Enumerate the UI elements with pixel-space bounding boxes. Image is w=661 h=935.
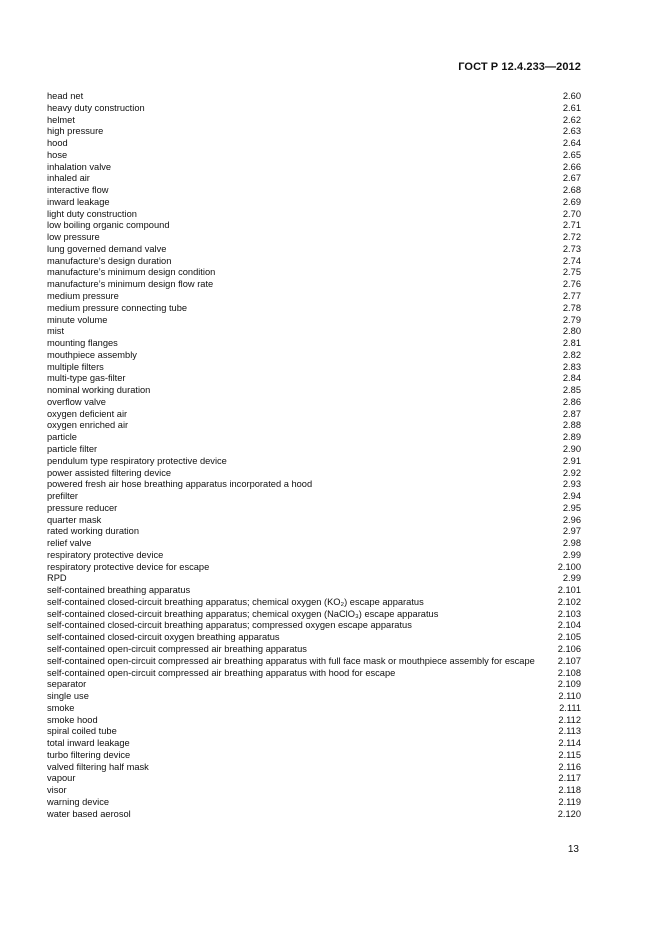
index-term: self-contained open-circuit compressed air breathing apparatus <box>47 643 307 654</box>
index-entry <box>47 432 581 444</box>
index-entry <box>47 350 581 362</box>
index-entry <box>47 526 581 538</box>
index-term: oxygen enriched air <box>47 420 129 431</box>
index-clause-number: 2.73 <box>562 243 581 254</box>
index-entry <box>47 738 581 750</box>
index-term: manufacture’s design duration <box>47 255 172 266</box>
index-term: self-contained open-circuit compressed air breathing apparatus with full face mask or mouthpiece assembly for escape <box>47 655 535 666</box>
index-entry <box>47 468 581 480</box>
index-clause-number: 2.112 <box>558 714 581 725</box>
index-entry <box>47 385 581 397</box>
index-clause-number: 2.87 <box>562 408 581 419</box>
index-entry <box>47 750 581 762</box>
index-entry <box>47 115 581 127</box>
index-term: mounting flanges <box>47 338 118 349</box>
index-entry <box>47 691 581 703</box>
index-term: inhalation valve <box>47 161 112 172</box>
index-clause-number: 2.111 <box>559 702 581 713</box>
index-term: rated working duration <box>47 526 139 537</box>
index-entry <box>47 138 581 150</box>
index-entry <box>47 256 581 268</box>
page-header: ГОСТ Р 12.4.233—2012 <box>458 61 581 73</box>
index-entry <box>47 197 581 209</box>
index-clause-number: 2.67 <box>562 173 581 184</box>
index-term: lung governed demand valve <box>47 243 167 254</box>
index-term: hose <box>47 149 68 160</box>
index-term: head net <box>47 91 84 101</box>
index-entry <box>47 338 581 350</box>
index-clause-number: 2.62 <box>562 114 581 125</box>
index-term: vapour <box>47 773 76 784</box>
index-term: self-contained closed-circuit breathing apparatus; chemical oxygen (NaClO₃) escape apparatus <box>47 608 439 619</box>
index-entry <box>47 668 581 680</box>
index-entry <box>47 609 581 621</box>
index-entry <box>47 573 581 585</box>
index-clause-number: 2.78 <box>562 302 581 313</box>
index-entry <box>47 279 581 291</box>
index-entry <box>47 91 581 103</box>
index-entry <box>47 103 581 115</box>
index-term: light duty construction <box>47 208 137 219</box>
index-clause-number: 2.104 <box>557 620 581 631</box>
index-term: warning device <box>47 796 110 807</box>
index-entry <box>47 267 581 279</box>
index-clause-number: 2.107 <box>557 655 581 666</box>
index-entry <box>47 244 581 256</box>
index-clause-number: 2.69 <box>562 196 581 207</box>
index-entry <box>47 585 581 597</box>
index-entry <box>47 679 581 691</box>
index-clause-number: 2.76 <box>562 279 581 290</box>
index-clause-number: 2.72 <box>562 232 581 243</box>
index-term: self-contained closed-circuit breathing apparatus; compressed oxygen escape apparatus <box>47 620 412 631</box>
index-clause-number: 2.101 <box>557 585 581 596</box>
index-clause-number: 2.118 <box>558 785 581 796</box>
index-entry <box>47 162 581 174</box>
index-entry <box>47 491 581 503</box>
index-term: manufacture’s minimum design condition <box>47 267 216 278</box>
index-clause-number: 2.84 <box>562 373 581 384</box>
index-entry <box>47 715 581 727</box>
index-entry <box>47 185 581 197</box>
index-entry <box>47 409 581 421</box>
index-entry <box>47 562 581 574</box>
index-entry <box>47 797 581 809</box>
index-clause-number: 2.120 <box>557 808 581 819</box>
index-term: separator <box>47 679 87 690</box>
index-clause-number: 2.110 <box>558 691 581 702</box>
index-entry <box>47 503 581 515</box>
index-entry <box>47 703 581 715</box>
index-term: interactive flow <box>47 185 109 196</box>
index-term: nominal working duration <box>47 385 151 396</box>
index-term: high pressure <box>47 126 104 137</box>
index-clause-number: 2.89 <box>562 432 581 443</box>
index-clause-number: 2.88 <box>562 420 581 431</box>
index-clause-number: 2.116 <box>558 761 581 772</box>
index-clause-number: 2.70 <box>562 208 581 219</box>
index-entry <box>47 232 581 244</box>
index-clause-number: 2.97 <box>562 526 581 537</box>
index-entry <box>47 620 581 632</box>
index-entry <box>47 538 581 550</box>
index-clause-number: 2.105 <box>557 632 581 643</box>
index-clause-number: 2.83 <box>562 361 581 372</box>
index-term: quarter mask <box>47 514 102 525</box>
index-clause-number: 2.113 <box>558 726 581 737</box>
index-entry <box>47 644 581 656</box>
index-term: manufacture’s minimum design flow rate <box>47 279 214 290</box>
index-clause-number: 2.100 <box>557 561 581 572</box>
index-entry <box>47 444 581 456</box>
index-term: prefilter <box>47 491 79 502</box>
index-clause-number: 2.108 <box>557 667 581 678</box>
index-entry <box>47 209 581 221</box>
index-term: pendulum type respiratory protective device <box>47 455 227 466</box>
index-clause-number: 2.115 <box>558 749 581 760</box>
index-clause-number: 2.82 <box>562 349 581 360</box>
index-entry <box>47 150 581 162</box>
index-entry <box>47 303 581 315</box>
index-clause-number: 2.93 <box>562 479 581 490</box>
index-term: smoke <box>47 702 75 713</box>
index-clause-number: 2.65 <box>562 149 581 160</box>
index-term: smoke hood <box>47 714 98 725</box>
index-clause-number: 2.79 <box>562 314 581 325</box>
index-term: hood <box>47 138 68 149</box>
index-clause-number: 2.92 <box>562 467 581 478</box>
index-clause-number: 2.68 <box>562 185 581 196</box>
index-entry <box>47 773 581 785</box>
index-term: minute volume <box>47 314 108 325</box>
index-clause-number: 2.94 <box>562 491 581 502</box>
index-clause-number: 2.80 <box>562 326 581 337</box>
index-term: total inward leakage <box>47 738 130 749</box>
index-term: self-contained closed-circuit oxygen breathing apparatus <box>47 632 280 643</box>
index-clause-number: 2.60 <box>562 91 581 101</box>
index-entry <box>47 220 581 232</box>
index-term: medium pressure connecting tube <box>47 302 188 313</box>
index-clause-number: 2.106 <box>557 643 581 654</box>
index-term: valved filtering half mask <box>47 761 149 772</box>
index-clause-number: 2.119 <box>558 796 581 807</box>
index-clause-number: 2.86 <box>562 396 581 407</box>
index-clause-number: 2.96 <box>562 514 581 525</box>
index-term: single use <box>47 691 89 702</box>
index-entry <box>47 656 581 668</box>
index-term: mist <box>47 326 65 337</box>
index-clause-number: 2.91 <box>562 455 581 466</box>
index-term: respiratory protective device <box>47 549 164 560</box>
index-term: self-contained closed-circuit breathing apparatus; chemical oxygen (KO₂) escape apparatus <box>47 596 424 607</box>
index-entry <box>47 809 581 821</box>
index-entry <box>47 762 581 774</box>
index-clause-number: 2.98 <box>562 538 581 549</box>
index-clause-number: 2.85 <box>562 385 581 396</box>
index-clause-number: 2.77 <box>562 291 581 302</box>
index-clause-number: 2.63 <box>562 126 581 137</box>
index-entry <box>47 362 581 374</box>
index-clause-number: 2.81 <box>562 338 581 349</box>
index-term: heavy duty construction <box>47 102 145 113</box>
index-term: water based aerosol <box>47 808 131 819</box>
index-term: pressure reducer <box>47 502 118 513</box>
index-clause-number: 2.102 <box>557 596 581 607</box>
index-clause-number: 2.61 <box>562 102 581 113</box>
index-entry <box>47 420 581 432</box>
index-term: inhaled air <box>47 173 90 184</box>
term-index-list <box>47 91 581 820</box>
index-term: visor <box>47 785 67 796</box>
index-entry <box>47 126 581 138</box>
index-term: medium pressure <box>47 291 119 302</box>
index-clause-number: 2.95 <box>562 502 581 513</box>
index-term: oxygen deficient air <box>47 408 128 419</box>
index-entry <box>47 785 581 797</box>
index-entry <box>47 397 581 409</box>
index-entry <box>47 326 581 338</box>
index-term: RPD <box>47 573 67 584</box>
index-clause-number: 2.66 <box>562 161 581 172</box>
index-term: multi-type gas-filter <box>47 373 126 384</box>
index-clause-number: 2.71 <box>562 220 581 231</box>
index-term: power assisted filtering device <box>47 467 172 478</box>
index-clause-number: 2.99 <box>562 573 581 584</box>
index-clause-number: 2.64 <box>562 138 581 149</box>
index-term: relief valve <box>47 538 92 549</box>
index-term: self-contained breathing apparatus <box>47 585 191 596</box>
index-entry <box>47 726 581 738</box>
page-number: 13 <box>567 844 579 855</box>
index-term: respiratory protective device for escape <box>47 561 210 572</box>
index-entry <box>47 456 581 468</box>
index-term: low pressure <box>47 232 100 243</box>
index-term: low boiling organic compound <box>47 220 170 231</box>
index-entry <box>47 632 581 644</box>
index-clause-number: 2.114 <box>558 738 581 749</box>
index-entry <box>47 550 581 562</box>
index-clause-number: 2.75 <box>562 267 581 278</box>
index-term: mouthpiece assembly <box>47 349 137 360</box>
index-entry <box>47 515 581 527</box>
index-clause-number: 2.103 <box>557 608 581 619</box>
index-entry <box>47 173 581 185</box>
index-clause-number: 2.117 <box>558 773 581 784</box>
index-clause-number: 2.74 <box>562 255 581 266</box>
index-entry <box>47 597 581 609</box>
index-term: helmet <box>47 114 75 125</box>
index-entry <box>47 291 581 303</box>
index-term: turbo filtering device <box>47 749 131 760</box>
index-clause-number: 2.99 <box>562 549 581 560</box>
index-term: overflow valve <box>47 396 106 407</box>
index-term: particle filter <box>47 443 98 454</box>
index-clause-number: 2.90 <box>562 443 581 454</box>
index-term: inward leakage <box>47 196 110 207</box>
index-entry <box>47 373 581 385</box>
index-term: self-contained open-circuit compressed air breathing apparatus with hood for escape <box>47 667 396 678</box>
index-term: multiple filters <box>47 361 104 372</box>
index-term: powered fresh air hose breathing apparatus incorporated a hood <box>47 479 313 490</box>
index-entry <box>47 315 581 327</box>
index-entry <box>47 479 581 491</box>
index-term: spiral coiled tube <box>47 726 117 737</box>
index-clause-number: 2.109 <box>557 679 581 690</box>
index-term: particle <box>47 432 77 443</box>
